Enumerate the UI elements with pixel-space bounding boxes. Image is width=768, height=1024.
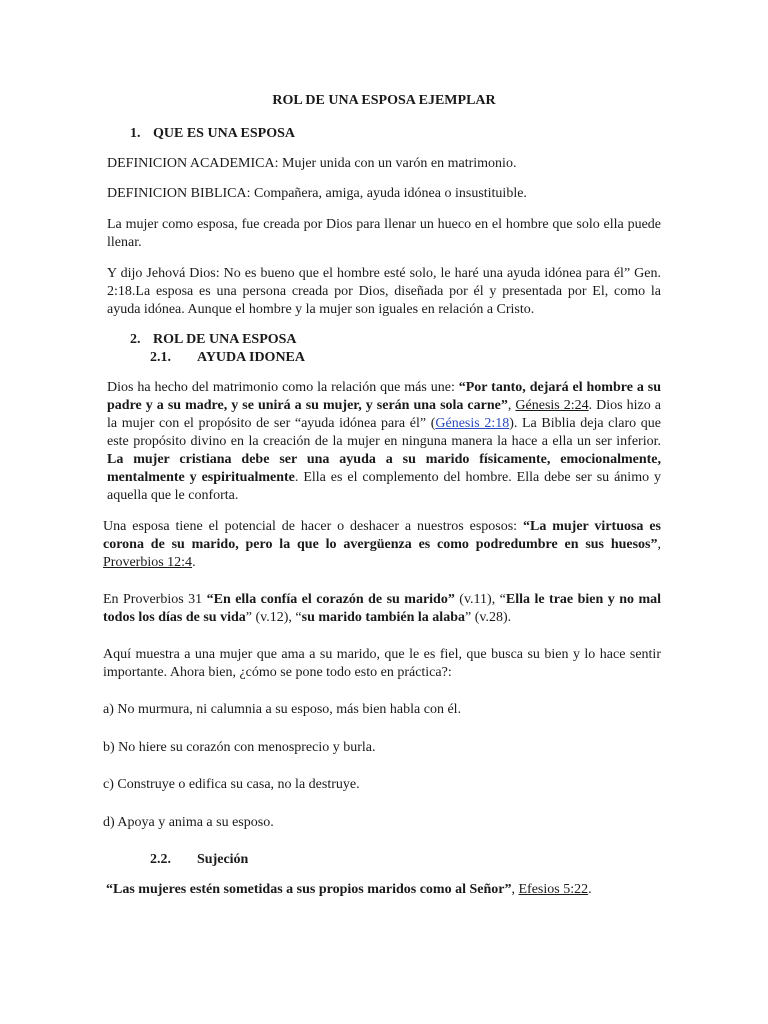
section-1-heading [130,125,295,143]
bold-quote-proverbios: “La mujer virtuosa es corona de su marido, pero la que lo avergüenza es como podredumbre en sus huesos” [103,519,661,552]
text-run: ” (v.28). [464,610,512,625]
list-item-c: c) Construye o edifica su casa, no la destruye. [103,777,360,792]
subsection-2-2-number: 2.2. [150,852,171,867]
bold-quote-v11: “En ella confía el corazón de su marido” [206,592,455,607]
bold-quote-v28: su marido también la alaba [301,610,465,625]
page-title: ROL DE UNA ESPOSA EJEMPLAR [272,93,496,108]
text-run: (v.11), “ [454,592,506,607]
text-run: . Dios hizo a la mujer con el propósito de ser “ayuda idónea para él” ( [107,398,662,431]
text-run: . [192,555,196,570]
paragraph-proverbios-31 [103,591,661,627]
link-proverbios-12-4[interactable]: Proverbios 12:4 [103,555,193,570]
text-run: Una esposa tiene el potencial de hacer o deshacer a nuestros esposos: [103,519,523,534]
section-2-title: ROL DE UNA ESPOSA [153,332,297,347]
subsection-2-2-title: Sujeción [197,852,249,867]
list-item-a: a) No murmura, ni calumnia a su esposo, más bien habla con él. [103,702,462,717]
section-1-number: 1. [130,126,141,141]
link-genesis-2-18[interactable]: Génesis 2:18 [435,416,510,431]
text-run: , [511,882,519,897]
paragraph-dios-matrimonio [107,379,661,505]
link-genesis-2-24[interactable]: Génesis 2:24 [515,398,589,413]
text-run: . [588,882,592,897]
text-run: , [657,537,661,552]
list-item-d: d) Apoya y anima a su esposo. [103,815,274,830]
subsection-2-1-title: AYUDA IDONEA [197,350,306,365]
bold-quote-genesis: “Por tanto, dejará el hombre a su padre y a su madre, y se unirá a su mujer, y serán una sola carne” [107,380,661,413]
section-2-number: 2. [130,332,141,347]
text-run: ). La Biblia deja claro que este propósito divino en la creación de la mujer en ninguna manera la hace a ella un ser inferior. [107,416,661,449]
subsection-2-1-heading [150,349,305,367]
paragraph-aqui-muestra: Aquí muestra a una mujer que ama a su marido, que le es fiel, que busca su bien y lo hace sentir importante. Ahora bien, ¿cómo se pone todo esto en práctica?: [103,647,661,680]
bold-quote-efesios: “Las mujeres estén sometidas a sus propios maridos como al Señor” [106,882,512,897]
list-item-b: b) No hiere su corazón con menosprecio y burla. [103,740,376,755]
text-run: . Ella es el complemento del hombre. Ella debe ser su ánimo y aquella que le conforta. [107,470,661,503]
section-1-title: QUE ES UNA ESPOSA [153,126,295,141]
definicion-biblica: DEFINICION BIBLICA: Compañera, amiga, ayuda idónea o insustituible. [107,186,527,201]
subsection-2-1-number: 2.1. [150,350,171,365]
bold-mujer-cristiana: La mujer cristiana debe ser una ayuda a su marido físicamente, emocionalmente, mentalmente y espiritualmente [107,452,661,485]
definicion-academica: DEFINICION ACADEMICA: Mujer unida con un varón en matrimonio. [107,156,517,171]
text-run: Dios ha hecho del matrimonio como la relación que más une: [107,380,459,395]
text-run: ” (v.12), “ [245,610,302,625]
subsection-2-2-heading [150,851,248,869]
section-2-heading [130,331,297,349]
link-efesios-5-22[interactable]: Efesios 5:22 [518,882,589,897]
paragraph-sujecion [106,881,592,899]
paragraph-creada: La mujer como esposa, fue creada por Dios para llenar un hueco en el hombre que solo ella puede llenar. [107,217,661,250]
text-run: En Proverbios 31 [103,592,207,607]
paragraph-mujer-virtuosa [103,518,661,572]
text-run: , [507,398,516,413]
bold-quote-v12: Ella le trae bien y no mal todos los días de su vida [103,592,661,625]
paragraph-jehova: Y dijo Jehová Dios: No es bueno que el hombre esté solo, le haré una ayuda idónea para él” Gen. 2:18.La esposa es una persona creada por Dios, diseñada por él y presentada por El, como la ayuda idónea. Aunque el hombre y la mujer son iguales en relación a Cristo. [107,266,661,317]
